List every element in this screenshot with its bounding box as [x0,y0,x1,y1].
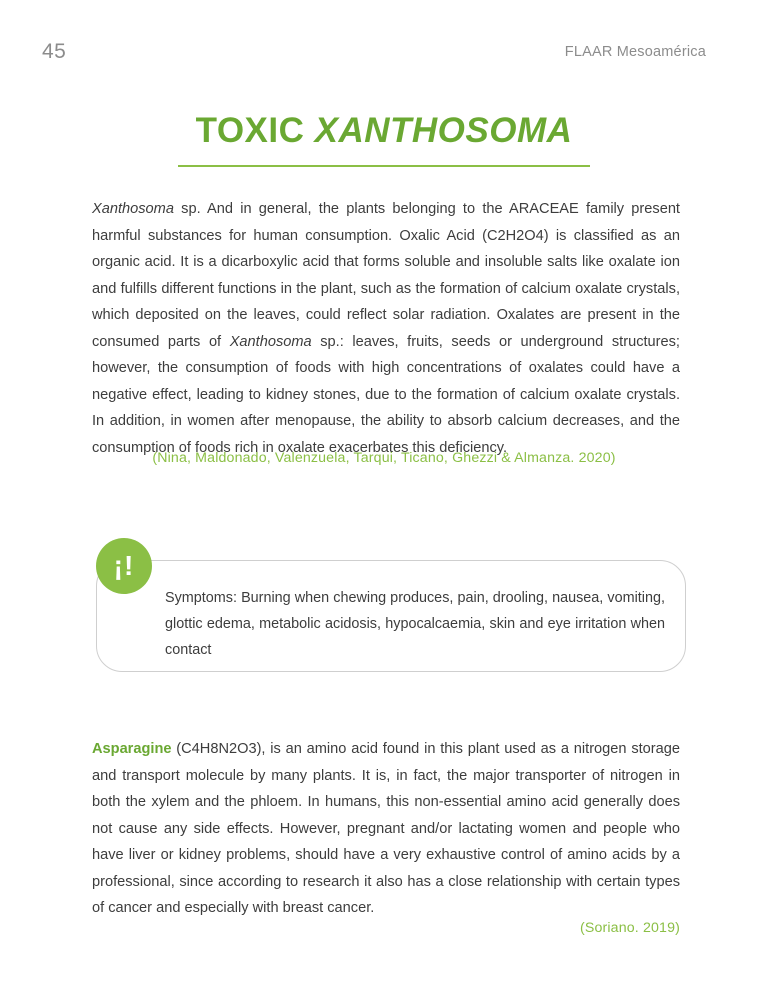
title-plain: TOXIC [195,111,315,150]
intro-text-2: sp.: leaves, fruits, seeds or underground structures; however, the consumption of foods with high concentrations of oxalates could have a negative effect, leading to kidney stones, due to the formation of calcium oxalate crystals. In addition, in women after menopause, the ability to absorb calcium decreases, and the consumption of foods rich in oxalate exacerbates this deficiency. [92,333,680,456]
title-block [0,112,768,167]
asparagine-paragraph [92,736,680,922]
publisher-name: FLAAR Mesoamérica [564,44,706,60]
warning-callout-box [96,560,686,672]
asparagine-text: (C4H8N2O3), is an amino acid found in this plant used as a nitrogen storage and transport molecule by many plants. It is, in fact, the major transporter of nitrogen in both the xylem and the phloem. In humans, this non-essential amino acid generally does not cause any side effects. However, pregnant and/or lactating women and people who have liver or kidney problems, should have a very exhaustive control of amino acids by a professional, since according to research it also has a close relationship with certain types of cancer and especially with breast cancer. [92,741,680,916]
asparagine-term: Asparagine [92,741,172,757]
intro-text-1: sp. And in general, the plants belonging to the ARACEAE family present harmful substances for human consumption. Oxalic Acid (C2H2O4) is classified as an organic acid. It is a dicarboxylic acid that forms soluble and insoluble salts like oxalate ion and fulfills different functions in the plant, such as the formation of calcium oxalate crystals, which deposited on the leaves, could reflect solar radiation. Oxalates are present in the consumed parts of [92,201,680,350]
warning-callout-text: Symptoms: Burning when chewing produces, pain, drooling, nausea, vomiting, glottic edema, metabolic acidosis, hypocalcaemia, skin and eye irritation when contact [165,590,665,658]
species-name-2: Xanthosoma [229,333,312,350]
title-divider [178,165,590,167]
warning-icon: ¡! [96,538,152,594]
intro-paragraph [92,196,680,461]
page-header [0,40,768,70]
citation-two: (Soriano. 2019) [579,920,680,936]
citation-one: (Nina, Maldonado, Valenzuela, Tarqui, Ticano, Ghezzi & Almanza. 2020) [152,450,616,466]
page-title [0,112,768,151]
title-italic: XANTHOSOMA [314,111,573,150]
page-number: 45 [42,40,67,63]
species-name-1: Xanthosoma [92,201,174,217]
